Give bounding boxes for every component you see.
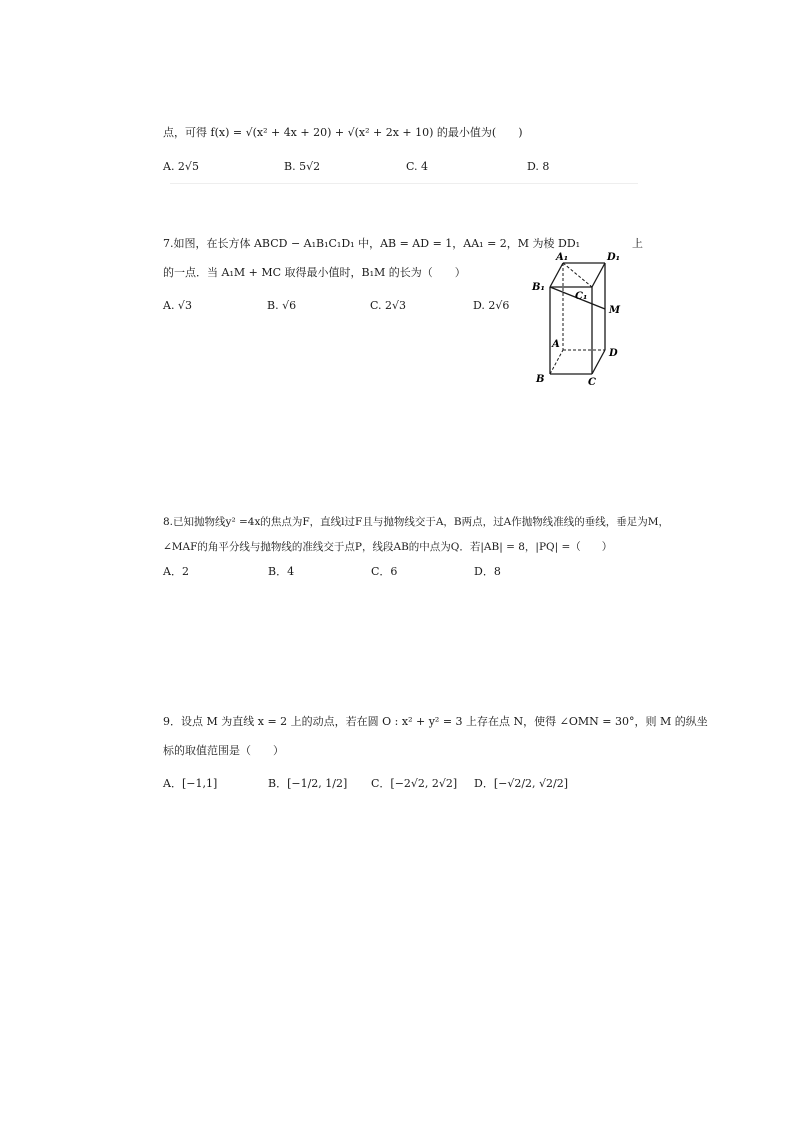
q8-option-a: A．2	[163, 565, 189, 578]
q6-stem: 点，可得 f(x) = √(x² + 4x + 20) + √(x² + 2x + 10) 的最小值为( )	[163, 126, 523, 139]
label-a1: A₁	[556, 252, 569, 263]
q7-stem-line1: 7.如图，在长方体 ABCD − A₁B₁C₁D₁ 中，AB = AD = 1，AA₁ = 2，M 为棱 DD₁	[163, 237, 581, 250]
label-d: D	[609, 348, 618, 359]
q8-option-b: B．4	[268, 565, 295, 578]
label-c: C	[588, 377, 596, 388]
q7-option-a: A. √3	[163, 299, 192, 312]
q6-option-b: B. 5√2	[284, 160, 321, 173]
q6-option-c: C. 4	[406, 160, 429, 173]
scan-artifact-line	[170, 183, 638, 184]
label-c1: C₁	[575, 291, 588, 302]
q7-stem-line2: 的一点．当 A₁M + MC 取得最小值时，B₁M 的长为（ ）	[163, 266, 466, 279]
q9-stem-line1: 9．设点 M 为直线 x = 2 上的动点，若在圆 O : x² + y² = 3 上存在点 N，使得 ∠OMN = 30°，则 M 的纵坐	[163, 715, 708, 728]
q9-stem-line2: 标的取值范围是（ ）	[163, 744, 284, 757]
q6-option-d: D. 8	[527, 160, 550, 173]
q7-option-d: D. 2√6	[473, 299, 510, 312]
label-b1: B₁	[532, 282, 545, 293]
label-d1: D₁	[607, 252, 621, 263]
q7-option-b: B. √6	[267, 299, 297, 312]
q9-option-b: B．[−1/2, 1/2]	[268, 777, 348, 790]
cuboid-figure	[530, 250, 640, 390]
q7-option-c: C. 2√3	[370, 299, 407, 312]
q8-stem-line2: ∠MAF的角平分线与抛物线的准线交于点P，线段AB的中点为Q．若|AB| = 8，|PQ| =（ ）	[163, 541, 613, 553]
q8-option-c: C．6	[371, 565, 398, 578]
q9-option-a: A．[−1,1]	[163, 777, 218, 790]
q9-option-c: C．[−2√2, 2√2]	[371, 777, 458, 790]
q8-stem-line1: 8.已知抛物线y² =4x的焦点为F，直线l过F且与抛物线交于A，B两点，过A作抛物线准线的垂线，垂足为M，	[163, 516, 669, 528]
label-a: A	[552, 339, 560, 350]
q9-option-d: D．[−√2/2, √2/2]	[474, 777, 569, 790]
q8-option-d: D．8	[474, 565, 501, 578]
q7-stem-line1-tail: 上	[632, 237, 643, 250]
q6-option-a: A. 2√5	[163, 160, 199, 173]
label-b: B	[536, 374, 545, 385]
label-m: M	[609, 305, 621, 316]
